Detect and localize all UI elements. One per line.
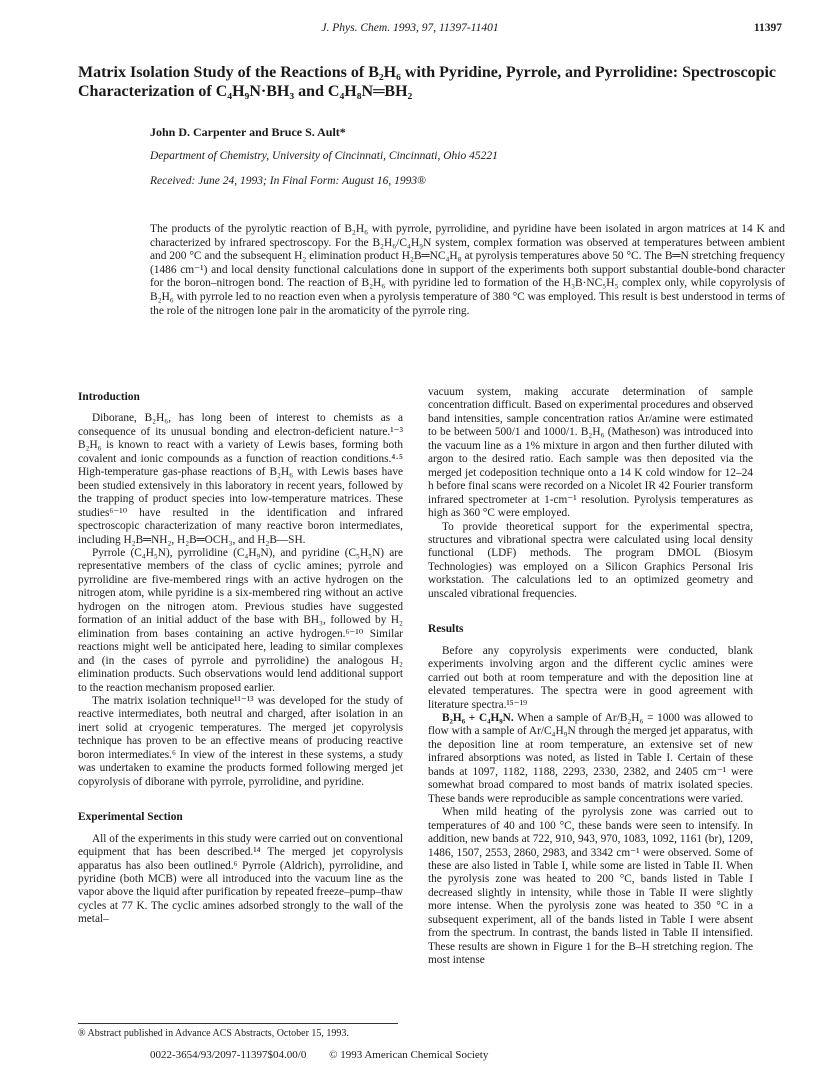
article-code: 0022-3654/93/2097-11397$04.00/0	[150, 1049, 307, 1061]
received-dates: Received: June 24, 1993; In Final Form: August 16, 1993®	[150, 175, 426, 187]
intro-paragraph-1: Diborane, B₂H₆, has long been of interest to chemists as a consequence of its unusual bonding and electron-deficient nature.¹⁻³ B₂H₆ is known to react with a variety of Lewis bases, forming both covalent and ionic compounds as a function of reaction conditions.⁴·⁵ High-temperature gas-phase reactions of B₂H₆ with Lewis bases have been studied extensively in this laboratory in recent years, followed by the trapping of product species into low-temperature matrices. These studies⁶⁻¹⁰ have resulted in the identification and infrared spectroscopic characterization of many reactive boron intermediates, including H₂B═NH₂, H₂B═OCH₃, and H₂B—SH.	[78, 412, 403, 546]
experimental-paragraph-1-continued: vacuum system, making accurate determination of sample concentration difficult. Based on experimental procedures and observed band intensities, sample concentration ratios Ar/amine were estimated to be between 500/1 and 1000/1. B₂H₆ (Matheson) was introduced into the vacuum line as a 1% mixture in argon and then further diluted with argon to the desired ratio. Each sample was then deposited via the merged jet codeposition technique onto a 14 K cold window for 12–24 h before final scans were recorded on a Nicolet IR 42 Fourier transform infrared spectrometer at 1-cm⁻¹ resolution. Pyrolysis temperatures as high as 360 °C were employed.	[428, 386, 753, 520]
article-title: Matrix Isolation Study of the Reactions of B₂H₆ with Pyridine, Pyrrole, and Pyrrolidine: Spectroscopic Characterization of C₄H₉N·BH₃ and C₄H₈N═BH₂	[78, 64, 777, 100]
right-column	[428, 386, 753, 968]
experimental-paragraph-2: To provide theoretical support for the experimental spectra, structures and vibrational spectra were calculated using local density functional (LDF) methods. The program DMOL (Biosym Technologies) was employed on a Silicon Graphics Personal Iris workstation. The calculations led to an optimized geometry and unscaled vibrational frequencies.	[428, 520, 753, 600]
results-paragraph-1: Before any copyrolysis experiments were conducted, blank experiments involving argon and the different cyclic amines were carried out both at room temperature and with the deposition line at elevated temperatures. The spectra were in good agreement with literature spectra.¹⁵⁻¹⁹	[428, 644, 753, 711]
article-authors: John D. Carpenter and Bruce S. Ault*	[150, 125, 346, 139]
footnote-divider	[78, 1023, 398, 1024]
intro-paragraph-2: Pyrrole (C₄H₅N), pyrrolidine (C₄H₉N), and pyridine (C₅H₅N) are representative members of the class of cyclic amines; pyrrole and pyrrolidine are five-membered rings with an active hydrogen on the nitrogen atom, while pyridine is a six-membered ring without an active hydrogen on the nitrogen atom. Previous studies have suggested formation of an initial adduct of the base with BH₃, followed by H₂ elimination from bases containing an active hydrogen.⁶⁻¹⁰ Similar reactions might well be anticipated here, leading to similar complexes and (in the cases of pyrrole and pyrrolidine) the analogous H₂ elimination products. Such observations would lend additional support to the reaction mechanism proposed earlier.	[78, 546, 403, 694]
introduction-heading: Introduction	[78, 391, 140, 403]
results-heading: Results	[428, 623, 464, 636]
results-paragraph-2	[428, 712, 753, 806]
intro-paragraph-3: The matrix isolation technique¹¹⁻¹³ was developed for the study of reactive intermediates, both neutral and charged, after isolation in an inert solid at cryogenic temperatures. The merged jet copyrolysis technique has proven to be an effective means of producing reactive boron intermediates.⁶ In view of the interest in these systems, a study was undertaken to examine the products formed following merged jet copyrolysis of diborane with pyrrole, pyrrolidine, and pyridine.	[78, 694, 403, 788]
page-footer	[150, 1049, 488, 1061]
results-paragraph-3: When mild heating of the pyrolysis zone was carried out to temperatures of 40 and 100 °C, these bands were seen to intensify. In addition, new bands at 722, 910, 943, 970, 1083, 1092, 1161 (br), 1209, 1486, 1507, 2553, 2860, 2983, and 3342 cm⁻¹ were observed. Some of these are also listed in Table I, while some are listed in Table II. When the pyrolysis zone was heated to 200 °C, bands listed in Table I decreased slightly in intensity, while those in Table II were slightly more intense. When the pyrolysis zone was heated to 350 °C in a subsequent experiment, all of the bands listed in Table I were absent from the spectrum. In contrast, the bands listed in Table II intensified. These results are shown in Figure 1 for the B–H stretching region. The most intense	[428, 806, 753, 967]
results-paragraph-2-text: When a sample of Ar/B₂H₆ = 1000 was allowed to flow with a sample of Ar/C₄H₉N through the merged jet apparatus, with the deposition line at room temperature, an extensive set of new infrared absorptions was noted, as listed in Table I. Certain of these bands at 1097, 1182, 1188, 2293, 2330, 2382, and 2405 cm⁻¹ were somewhat broad compared to most bands of matrix isolated species. These bands were reproducible as sample concentrations were varied.	[428, 711, 753, 805]
copyright-notice: © 1993 American Chemical Society	[329, 1049, 489, 1061]
results-subheading: B₂H₆ + C₄H₉N.	[442, 711, 514, 724]
abstract-footnote: ® Abstract published in Advance ACS Abstracts, October 15, 1993.	[78, 1028, 349, 1039]
author-affiliation: Department of Chemistry, University of Cincinnati, Cincinnati, Ohio 45221	[150, 150, 498, 162]
experimental-paragraph-1: All of the experiments in this study were carried out on conventional equipment that has been described.¹⁴ The merged jet copyrolysis apparatus has also been outlined.⁶ Pyrrole (Aldrich), pyrrolidine, and pyridine (both MCB) were all introduced into the vacuum line as the vapor above the liquid after purification by repeated freeze–pump–thaw cycles at 77 K. The cyclic amines adsorbed strongly to the wall of the metal–	[78, 832, 403, 926]
journal-citation: J. Phys. Chem. 1993, 97, 11397-11401	[321, 22, 499, 34]
experimental-heading: Experimental Section	[78, 811, 183, 824]
abstract: The products of the pyrolytic reaction of B₂H₆ with pyrrole, pyrrolidine, and pyridine have been isolated in argon matrices at 14 K and characterized by infrared spectroscopy. For the B₂H₆/C₄H₉N system, complex formation was observed at temperatures between ambient and 200 °C and the subsequent H₂ elimination product H₂B═NC₄H₈ at pyrolysis temperatures above 50 °C. The B═N stretching frequency (1486 cm⁻¹) and local density functional calculations done in support of the experiments both support substantial double-bond character for the boron–nitrogen bond. The reaction of B₂H₆ with pyridine led to formation of the H₃B·NC₅H₅ complex only, while copyrolysis of B₂H₆ with pyrrole led to no reaction even when a pyrolysis temperature of 380 °C was employed. This result is best understood in terms of the role of the nitrogen lone pair in the aromaticity of the pyrrole ring.	[150, 223, 785, 317]
running-head	[0, 22, 820, 36]
page-number: 11397	[753, 22, 782, 34]
left-column	[78, 391, 403, 927]
